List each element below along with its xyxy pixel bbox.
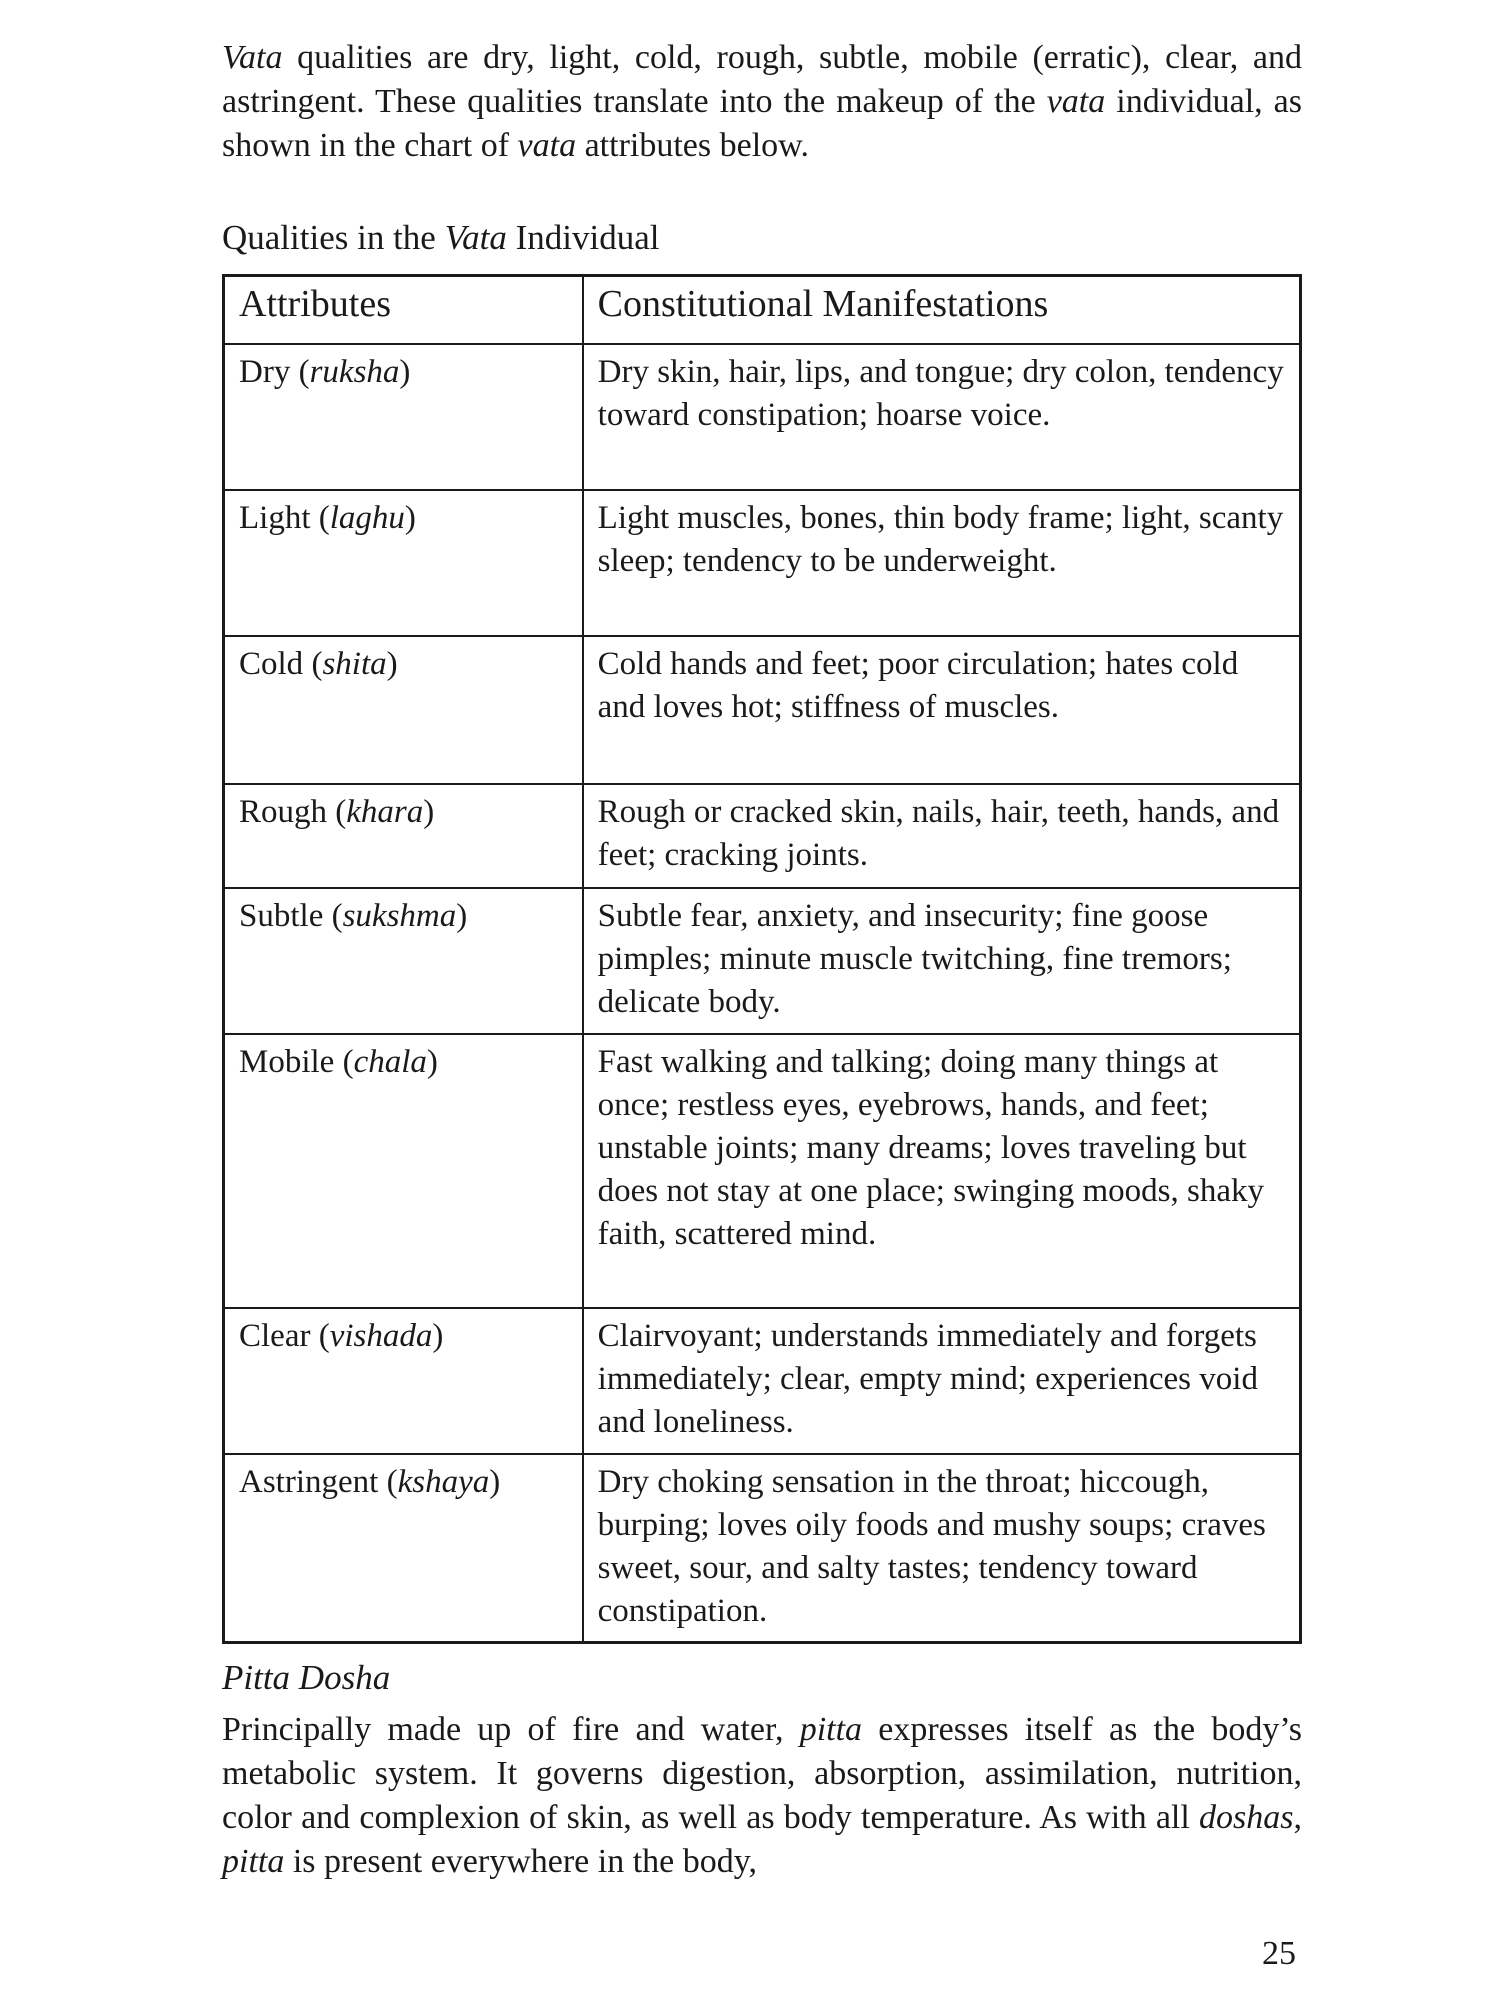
table-header-row (224, 276, 1301, 345)
header-attributes: Attributes (224, 276, 583, 345)
attribute-name: Clear (239, 1318, 311, 1354)
attribute-term: sukshma (342, 898, 457, 934)
intro-italic-vata-2: vata (1046, 83, 1106, 120)
pitta-italic-2: pitta (222, 1843, 285, 1880)
intro-italic-vata: Vata (222, 39, 283, 76)
table-title-italic: Vata (444, 218, 507, 257)
attribute-cell: Mobile (chala) (224, 1034, 583, 1308)
table-row (224, 1308, 1301, 1454)
manifestation-cell: Subtle fear, anxiety, and insecurity; fine goose pimples; minute muscle twitching, fine tremors; delicate body. (583, 888, 1301, 1034)
pitta-text-4: is present everywhere in the body, (284, 1843, 758, 1880)
attribute-term: chala (353, 1044, 427, 1080)
table-row (224, 784, 1301, 888)
intro-italic-vata-3: vata (517, 127, 577, 164)
attribute-term: shita (322, 646, 387, 682)
intro-text-3: attributes below. (576, 127, 809, 164)
pitta-text-2: expresses itself as the body’s metabolic system. It governs digestion, absorption, assimilation, nutrition, color and complexion of skin, as well as body temperature. As with all (222, 1711, 1302, 1836)
attribute-cell: Light (laghu) (224, 490, 583, 636)
attribute-name: Cold (239, 646, 304, 682)
attribute-name: Subtle (239, 898, 324, 934)
intro-paragraph (222, 36, 1302, 168)
section-heading-pitta-dosha: Pitta Dosha (222, 1658, 391, 1697)
table-title (222, 216, 659, 260)
attribute-cell: Astringent (kshaya) (224, 1454, 583, 1643)
attribute-name: Rough (239, 794, 328, 830)
table-row (224, 344, 1301, 490)
header-manifestations: Constitutional Manifestations (583, 276, 1301, 345)
attribute-cell: Subtle (sukshma) (224, 888, 583, 1034)
manifestation-cell: Cold hands and feet; poor circulation; hates cold and loves hot; stiffness of muscles. (583, 636, 1301, 784)
attribute-cell: Rough (khara) (224, 784, 583, 888)
table-title-post: Individual (506, 218, 660, 257)
manifestation-cell: Dry skin, hair, lips, and tongue; dry colon, tendency toward constipation; hoarse voice. (583, 344, 1301, 490)
manifestation-cell: Dry choking sensation in the throat; hiccough, burping; loves oily foods and mushy soups; craves sweet, sour, and salty tastes; tendency toward constipation. (583, 1454, 1301, 1643)
attribute-name: Light (239, 500, 311, 536)
attribute-cell: Cold (shita) (224, 636, 583, 784)
intro-text-1: qualities are dry, light, cold, rough, subtle, mobile (erratic), clear, and astringent. These qualities translate into the makeup of the (222, 39, 1302, 120)
table-row (224, 1454, 1301, 1643)
manifestation-cell: Clairvoyant; understands immediately and forgets immediately; clear, empty mind; experiences void and loneliness. (583, 1308, 1301, 1454)
pitta-text-3: , (1293, 1799, 1302, 1836)
attribute-cell: Clear (vishada) (224, 1308, 583, 1454)
manifestation-cell: Fast walking and talking; doing many things at once; restless eyes, eyebrows, hands, and feet; unstable joints; many dreams; loves traveling but does not stay at one place; swinging moods, shaky faith, scattered mind. (583, 1034, 1301, 1308)
vata-attributes-table (222, 274, 1302, 1644)
table-title-pre: Qualities in the (222, 218, 445, 257)
pitta-text-1: Principally made up of fire and water, (222, 1711, 800, 1748)
attribute-term: ruksha (309, 354, 400, 390)
attribute-term: khara (346, 794, 424, 830)
attribute-term: vishada (329, 1318, 433, 1354)
attribute-term: kshaya (397, 1464, 490, 1500)
intro-text-2: individual, as shown in the chart of (222, 83, 1303, 164)
pitta-italic-1: pitta (799, 1711, 863, 1748)
attribute-name: Mobile (239, 1044, 335, 1080)
manifestation-cell: Light muscles, bones, thin body frame; light, scanty sleep; tendency to be underweight. (583, 490, 1301, 636)
table-row (224, 490, 1301, 636)
manifestation-cell: Rough or cracked skin, nails, hair, teeth, hands, and feet; cracking joints. (583, 784, 1301, 888)
table-row (224, 636, 1301, 784)
pitta-italic-doshas: doshas (1199, 1799, 1294, 1836)
attribute-name: Astringent (239, 1464, 379, 1500)
table-row (224, 1034, 1301, 1308)
attribute-cell: Dry (ruksha) (224, 344, 583, 490)
page-number: 25 (1262, 1935, 1296, 1972)
attribute-name: Dry (239, 354, 291, 390)
attribute-term: laghu (329, 500, 405, 536)
table-row (224, 888, 1301, 1034)
pitta-paragraph (222, 1708, 1302, 1884)
